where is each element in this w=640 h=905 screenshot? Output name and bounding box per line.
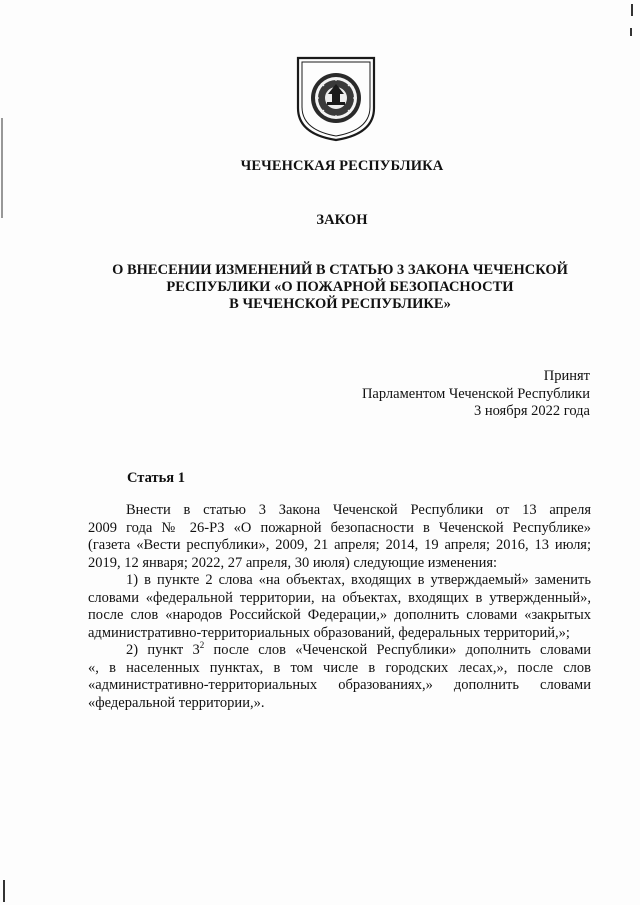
article-body [88, 502, 591, 712]
item2-start: 2) пункт 3 [126, 642, 200, 658]
law-title-line: О ВНЕСЕНИИ ИЗМЕНЕНИЙ В СТАТЬЮ 3 ЗАКОНА ЧЕЧЕНСКОЙ [112, 262, 568, 278]
adopted-by: Парламентом Чеченской Республики [361, 385, 590, 402]
item2-superscript: 2 [199, 640, 205, 651]
text-line: «административно-территориальных образованиях,» дополнить словами [88, 677, 591, 693]
text-line: словами «федеральной территории, на объектах, входящих в утвержденный», [88, 589, 591, 606]
law-heading: ЗАКОН [316, 212, 368, 228]
article-title: Статья 1 [127, 470, 185, 486]
law-title-line: РЕСПУБЛИКИ «О ПОЖАРНОЙ БЕЗОПАСНОСТИ [166, 279, 514, 295]
text-line: после слов «народов Российской Федерации,» дополнить словами «закрытых [88, 607, 591, 623]
scan-mark [1, 118, 3, 218]
adopted-date: 3 ноября 2022 года [473, 403, 590, 419]
adopted-label: Принят [543, 368, 590, 384]
law-title-line: В ЧЕЧЕНСКОЙ РЕСПУБЛИКЕ» [229, 296, 451, 312]
text-line: Внести в статью 3 Закона Чеченской Республики от 13 апреля [126, 502, 591, 518]
item2-rest: после слов «Чеченской Республики» дополнить словами [204, 642, 591, 658]
text-line: 1) в пункте 2 слова «на объектах, входящих в утверждаемый» заменить [126, 572, 591, 588]
scan-mark [3, 880, 5, 902]
scan-mark [630, 28, 632, 36]
adoption-block [362, 368, 590, 421]
text-line: 2009 года № 26-РЗ «О пожарной безопасности в Чеченской Республике» [88, 519, 591, 536]
coat-of-arms-icon [294, 56, 378, 142]
text-line: (газета «Вести республики», 2009, 21 апреля; 2014, 19 апреля; 2016, 13 июля; [88, 537, 591, 553]
text-line: «, в населенных пунктах, в том числе в городских лесах,», после слов [88, 659, 591, 676]
law-title [40, 262, 640, 313]
text-line: «федеральной территории,». [88, 694, 265, 711]
republic-heading: ЧЕЧЕНСКАЯ РЕСПУБЛИКА [240, 158, 444, 174]
text-line [88, 642, 591, 660]
text-line: 2019, 12 января; 2022, 27 апреля, 30 июля) следующие изменения: [88, 554, 498, 571]
scan-mark [631, 4, 633, 16]
text-line: административно-территориальных образований, федеральных территорий,»; [88, 624, 570, 641]
